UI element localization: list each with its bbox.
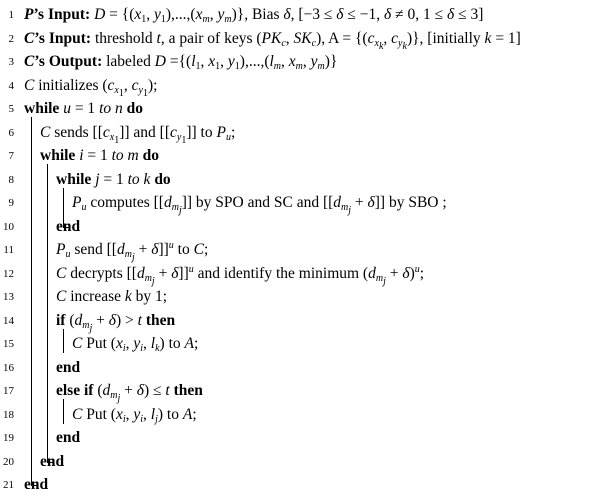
line-text: C Put ($x_i$, $y_i$, $l_k$) to A; bbox=[72, 335, 199, 354]
block-rule bbox=[47, 164, 48, 462]
algorithm-line bbox=[0, 3, 613, 27]
line-number: 21 bbox=[3, 479, 14, 491]
line-number: 15 bbox=[3, 338, 14, 350]
line-text: else if $(d_{m_j} + \delta) \le t$ then bbox=[56, 382, 203, 404]
line-number: 18 bbox=[3, 408, 14, 421]
line-number: 16 bbox=[3, 361, 14, 374]
line-text: C initializes ($c_{x_1}$, $c_{y_1}$); bbox=[24, 76, 158, 99]
algorithm-line bbox=[0, 426, 613, 450]
line-text: $P_u$ computes $[[d_{m_j}]]$ by SPO and SC and $[[d_{m_j} + \delta]]$ by SBO ; bbox=[72, 194, 447, 216]
line-text: end bbox=[56, 358, 81, 376]
algorithm-line bbox=[0, 144, 613, 168]
algorithm-line bbox=[0, 285, 613, 309]
line-number: 19 bbox=[3, 432, 14, 444]
line-text: end bbox=[56, 429, 81, 446]
line-number: 13 bbox=[3, 291, 14, 303]
algorithm-line bbox=[0, 238, 613, 262]
algorithm-line bbox=[0, 27, 613, 51]
line-number: 10 bbox=[3, 220, 14, 233]
line-number: 20 bbox=[3, 455, 14, 468]
line-text: C sends $[[c_{x_1}]]$ and $[[c_{y_1}]]$ to $P_u$; bbox=[40, 123, 236, 146]
algorithm-line bbox=[0, 121, 613, 145]
algorithm-line bbox=[0, 309, 613, 333]
line-text: P’s Input: $D = \{(x_1$, $y_1),...,(x_m$, $y_m$)}, Bias δ, [−3 ≤ δ ≤ −1, δ ≠ 0, 1 ≤ δ ≤ 3] bbox=[24, 6, 484, 25]
block-rule-hook bbox=[31, 485, 37, 486]
block-rule bbox=[31, 117, 32, 485]
line-number: 4 bbox=[8, 79, 14, 92]
line-number: 8 bbox=[8, 173, 14, 186]
algorithm-line bbox=[0, 215, 613, 239]
algorithm-line bbox=[0, 473, 613, 497]
line-number: 9 bbox=[8, 197, 14, 209]
line-text: while i = 1 to m do bbox=[40, 147, 159, 164]
line-number: 14 bbox=[3, 314, 14, 327]
line-text: while u = 1 to n do bbox=[24, 100, 143, 117]
line-text: C’s Input: threshold t, a pair of keys ($PK_c$, $SK_c$), $A = \{(c_{x_k}$, $c_{y_k}$)}, [initially k = 1] bbox=[24, 29, 521, 52]
block-rule-hook bbox=[63, 227, 69, 228]
algorithm-line bbox=[0, 168, 613, 192]
line-text: C’s Output: labeled $D =\{(l_1$, $x_1$, $y_1),...,(l_m$, $x_m$, $y_m$)} bbox=[24, 53, 338, 72]
line-text: C Put ($x_i$, $y_i$, $l_j$) to A; bbox=[72, 405, 197, 425]
line-number: 1 bbox=[8, 9, 14, 21]
line-text: while j = 1 to k do bbox=[56, 170, 171, 188]
algorithm-line bbox=[0, 191, 613, 215]
line-number: 7 bbox=[8, 150, 14, 162]
algorithm-line bbox=[0, 262, 613, 286]
algorithm-line bbox=[0, 356, 613, 380]
algorithm-line bbox=[0, 403, 613, 427]
line-text: C increase k by 1; bbox=[56, 288, 168, 305]
algorithm-line bbox=[0, 74, 613, 98]
line-number: 3 bbox=[8, 56, 14, 68]
algorithm-line bbox=[0, 50, 613, 74]
line-number: 12 bbox=[3, 267, 14, 280]
algorithm-line bbox=[0, 332, 613, 356]
algorithm-line bbox=[0, 450, 613, 474]
line-text: end bbox=[40, 452, 65, 470]
line-text: if $(d_{m_j} + \delta) > t$ then bbox=[56, 311, 176, 334]
line-number: 17 bbox=[3, 385, 14, 397]
line-text: $P_u$ send $[[d_{m_j} + \delta]]^u$ to C; bbox=[56, 240, 209, 263]
block-rule bbox=[63, 399, 64, 424]
block-rule bbox=[63, 188, 64, 227]
line-number: 2 bbox=[8, 32, 14, 45]
block-rule-hook bbox=[47, 462, 53, 463]
block-rule bbox=[63, 329, 64, 354]
line-number: 6 bbox=[8, 126, 14, 139]
line-text: end bbox=[24, 476, 49, 493]
line-text: end bbox=[56, 217, 81, 235]
line-number: 5 bbox=[8, 103, 14, 115]
algorithm-line bbox=[0, 379, 613, 403]
line-number: 11 bbox=[3, 244, 14, 256]
algorithm-line bbox=[0, 97, 613, 121]
line-text: C decrypts $[[d_{m_j} + \delta]]^u$ and identify the minimum $(d_{m_j} + \delta)^u$; bbox=[56, 263, 425, 287]
